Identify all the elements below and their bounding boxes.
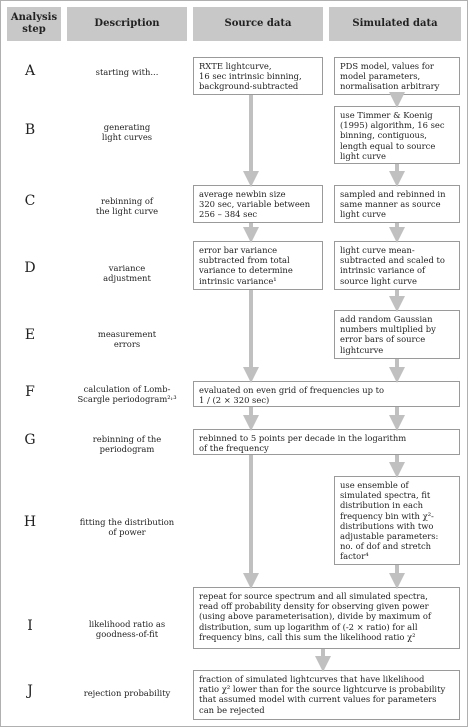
step-letter-d: D (24, 260, 36, 276)
simulated-box-c: sampled and rebinned in same manner as source light curve (334, 185, 460, 223)
step-letter-h: H (23, 514, 37, 530)
step-letter-g: G (24, 432, 36, 448)
step-description-c: rebinning of the light curve (95, 196, 159, 216)
step-letter-j: J (27, 683, 33, 699)
step-letter-c: C (24, 193, 36, 209)
simulated-box-b: use Timmer & Koenig (1995) algorithm, 16 sec binning, contiguous, length equal to source light curve (334, 106, 460, 164)
step-letter-a: A (24, 63, 36, 79)
source-box-c: average newbin size 320 sec, variable between 256 – 384 sec (193, 185, 323, 223)
step-description-d: variance adjustment (103, 263, 151, 283)
step-description-g: rebinning of the periodogram (92, 434, 162, 454)
simulated-box-a: PDS model, values for model parameters, normalisation arbitrary (334, 57, 460, 95)
step-letter-b: B (24, 122, 36, 138)
step-letter-i: I (27, 618, 33, 634)
header-description: Description (67, 7, 187, 41)
step-description-j: rejection probability (83, 688, 171, 698)
combined-box-i: repeat for source spectrum and all simulated spectra, read off probability density for observing given power (using above parameterisation), divide by maximum of distribution, sum up logarithm of (-2 × ratio) for all frequency bins, call this sum the likelihood ratio χ² (193, 587, 460, 649)
simulated-box-e: add random Gaussian numbers multiplied by error bars of source lightcurve (334, 310, 460, 359)
header-source-data: Source data (193, 7, 323, 41)
combined-box-g: rebinned to 5 points per decade in the logarithm of the frequency (193, 429, 460, 455)
step-letter-e: E (24, 327, 36, 343)
header-simulated-data: Simulated data (329, 7, 461, 41)
step-description-h: fitting the distribution of power (79, 517, 175, 537)
step-letter-f: F (25, 384, 35, 400)
simulated-box-h: use ensemble of simulated spectra, fit distribution in each frequency bin with χ²- distributions with two adjustable parameters: no. of dof and stretch factor⁴ (334, 476, 460, 565)
step-description-b: generating light curves (101, 122, 153, 142)
source-box-d: error bar variance subtracted from total variance to determine intrinsic variance¹ (193, 241, 323, 290)
step-description-a: starting with... (95, 67, 159, 77)
step-description-f: calculation of Lomb- Scargle periodogram²˒³ (77, 384, 177, 404)
combined-box-j: fraction of simulated lightcurves that have likelihood ratio χ² lower than for the source lightcurve is probability that assumed model with current values for parameters can be rejected (193, 670, 460, 720)
header-analysis-step: Analysis step (7, 7, 61, 41)
source-box-a: RXTE lightcurve, 16 sec intrinsic binning, background-subtracted (193, 57, 323, 95)
simulated-box-d: light curve mean- subtracted and scaled to intrinsic variance of source light curve (334, 241, 460, 290)
step-description-e: measurement errors (97, 329, 157, 349)
step-description-i: likelihood ratio as goodness-of-fit (88, 619, 166, 639)
combined-box-f: evaluated on even grid of frequencies up to 1 / (2 × 320 sec) (193, 381, 460, 407)
